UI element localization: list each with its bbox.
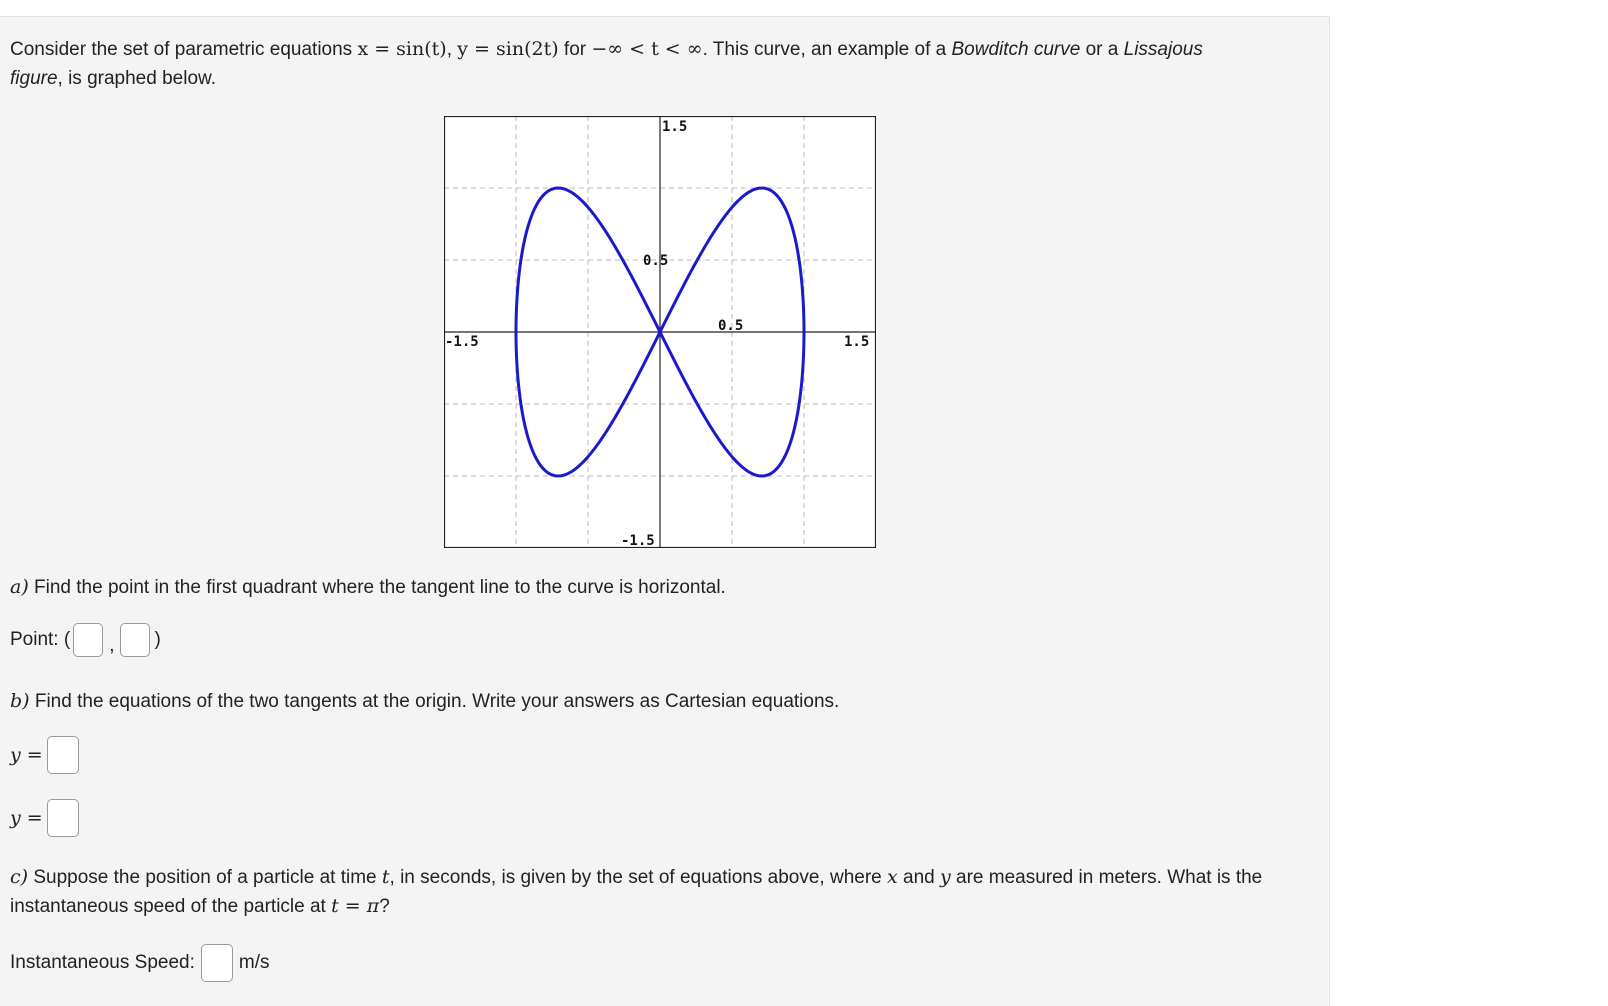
part-b-question — [10, 687, 839, 716]
part-c-x-var: x — [887, 866, 898, 888]
tangent-2-row — [10, 799, 79, 837]
point-close-paren: ) — [154, 629, 161, 650]
part-c-letter: c) — [10, 866, 29, 888]
speed-unit: m/s — [238, 952, 270, 973]
bowditch-term: Bowditch curve — [951, 39, 1081, 60]
figure-term: figure — [10, 68, 58, 89]
part-b-letter: b) — [10, 690, 30, 712]
part-c-t-var: t — [381, 866, 390, 888]
part-c-text-3: are measured in meters. What is the instantaneous speed of the particle at — [10, 867, 1263, 917]
question-panel — [0, 16, 1330, 1006]
tick-label-y-bottom: -1.5 — [621, 533, 655, 548]
point-y-input[interactable] — [120, 623, 150, 657]
tick-label-x-right: 1.5 — [844, 334, 870, 350]
part-c-text-1: Suppose the position of a particle at time — [28, 867, 382, 888]
part-c-text-2: , in seconds, is given by the set of equations above, where — [389, 867, 888, 888]
speed-label: Instantaneous Speed: — [10, 952, 195, 973]
tick-label-y-top: 1.5 — [662, 119, 688, 135]
part-c-y-var: y — [940, 866, 951, 888]
intro-text-3: , is graphed below. — [57, 68, 216, 89]
part-a-letter: a) — [10, 576, 29, 598]
point-label: Point: ( — [10, 629, 71, 650]
intro-paragraph — [10, 35, 1310, 93]
part-c-and: and — [897, 867, 940, 888]
tangent-2-input[interactable] — [47, 799, 79, 837]
tangent-1-input[interactable] — [47, 736, 79, 774]
t-range: −∞ < t < ∞ — [591, 38, 703, 60]
intro-comma: , — [446, 39, 458, 60]
y-equation: y = sin(2t) — [457, 38, 559, 60]
point-comma: , — [109, 635, 115, 656]
speed-answer-row — [10, 944, 269, 982]
part-c-question — [10, 863, 1310, 921]
tick-label-x-half: 0.5 — [718, 318, 744, 334]
part-a-text: Find the point in the first quadrant where the tangent line to the curve is horizontal. — [28, 577, 726, 598]
lissajous-graph — [444, 116, 876, 553]
part-c-question-mark: ? — [379, 896, 390, 917]
tick-label-y-half: 0.5 — [643, 253, 669, 269]
tangent-1-row — [10, 736, 79, 774]
tangent-1-label: y = — [10, 744, 43, 766]
point-answer-row — [10, 623, 161, 657]
speed-input[interactable] — [201, 944, 233, 982]
graph-svg — [444, 116, 876, 548]
part-b-text: Find the equations of the two tangents at the origin. Write your answers as Cartesian equations. — [29, 691, 840, 712]
lissajous-term: Lissajous — [1123, 39, 1203, 60]
intro-text-2: . This curve, an example of a — [702, 39, 952, 60]
intro-text-1: Consider the set of parametric equations — [10, 39, 358, 60]
x-equation: x = sin(t) — [357, 38, 447, 60]
intro-for: for — [558, 39, 592, 60]
tick-label-x-left: -1.5 — [445, 334, 479, 350]
part-a-question — [10, 573, 726, 602]
intro-or: or a — [1080, 39, 1124, 60]
part-c-t-equals-pi: t = π — [331, 895, 380, 917]
point-x-input[interactable] — [73, 623, 103, 657]
tangent-2-label: y = — [10, 807, 43, 829]
